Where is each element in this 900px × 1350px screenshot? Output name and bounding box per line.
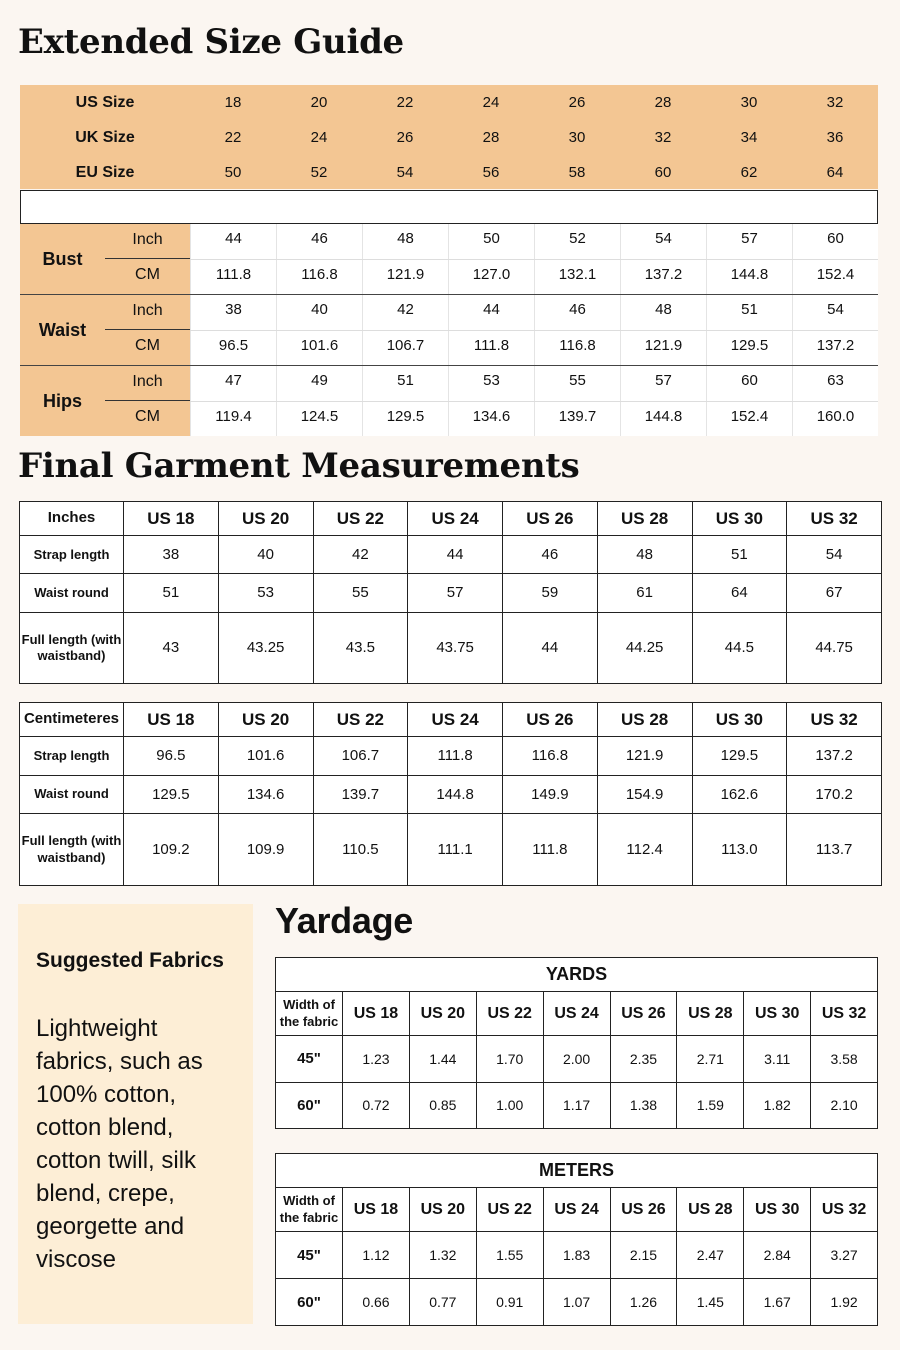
size-cell: 28	[654, 94, 672, 111]
size-cell: 26	[568, 94, 586, 111]
measurement-cell: 42	[362, 295, 448, 330]
yardage-cell: 1.07	[543, 1279, 610, 1326]
measurement-cell: 121.9	[362, 260, 448, 295]
yardage-cell: 1.32	[409, 1232, 476, 1279]
garment-row	[20, 574, 882, 612]
size-row-values	[190, 164, 878, 181]
yardage-cell: 3.27	[811, 1232, 878, 1279]
garment-cell: 112.4	[597, 814, 692, 886]
garment-cell: 54	[787, 536, 882, 574]
measurement-cell: 63	[792, 366, 878, 401]
measurement-cell: 106.7	[362, 331, 448, 366]
size-cell: 58	[568, 164, 586, 181]
meters-caption: METERS	[276, 1154, 878, 1188]
body-measurements	[20, 224, 878, 436]
garment-row-label: Waist round	[20, 775, 124, 814]
measurement-cell: 51	[706, 295, 792, 330]
garment-cell: 44.5	[692, 612, 787, 683]
yardage-meters-table	[275, 1153, 878, 1326]
measurement-cell: 132.1	[534, 260, 620, 295]
yardage-cell: 2.71	[677, 1036, 744, 1083]
garment-cell: 55	[313, 574, 408, 612]
measurement-values	[190, 295, 878, 365]
unit-cm-label: CM	[135, 266, 160, 283]
garment-cell: 113.0	[692, 814, 787, 886]
garment-cell: 46	[503, 536, 598, 574]
size-row-values	[190, 94, 878, 111]
measurement-cell: 152.4	[792, 260, 878, 295]
garment-cell: 61	[597, 574, 692, 612]
unit-inch-label: Inch	[105, 366, 190, 401]
measurement-cm-row	[190, 260, 878, 295]
yardage-cell: 2.00	[543, 1036, 610, 1083]
garment-cell: 53	[218, 574, 313, 612]
size-row-label: US Size	[75, 93, 135, 111]
yardage-row	[276, 1232, 878, 1279]
yardage-cell: 1.55	[476, 1232, 543, 1279]
suggested-fabrics-title: Suggested Fabrics	[36, 949, 224, 972]
measurement-group	[20, 224, 878, 294]
size-header: US 26	[610, 1188, 677, 1232]
yardage-caption-row	[276, 1154, 878, 1188]
garment-cell: 43.5	[313, 612, 408, 683]
measurement-cm-row	[190, 331, 878, 366]
measurement-cell: 60	[706, 366, 792, 401]
yardage-cell: 1.12	[343, 1232, 410, 1279]
garment-row	[20, 536, 882, 574]
garment-cell: 96.5	[124, 737, 219, 776]
yardage-cell: 2.10	[811, 1082, 878, 1129]
yardage-cell: 3.11	[744, 1036, 811, 1083]
yardage-cell: 2.35	[610, 1036, 677, 1083]
size-cell: 64	[826, 164, 844, 181]
size-header: US 28	[597, 502, 692, 536]
suggested-fabrics-panel	[18, 904, 253, 1324]
measurement-cell: 101.6	[276, 331, 362, 366]
size-row-label: EU Size	[75, 163, 135, 181]
measurement-cell: 134.6	[448, 402, 534, 437]
garment-cell: 109.2	[124, 814, 219, 886]
measurement-cell: 121.9	[620, 331, 706, 366]
measurement-cell: 119.4	[190, 402, 276, 437]
yardage-cell: 1.92	[811, 1279, 878, 1326]
size-header: US 24	[408, 703, 503, 737]
size-cell: 24	[310, 129, 328, 146]
yardage-cell: 0.66	[343, 1279, 410, 1326]
size-cell: 32	[654, 129, 672, 146]
garment-cell: 149.9	[503, 775, 598, 814]
yardage-cell: 1.23	[343, 1036, 410, 1083]
size-cell: 52	[310, 164, 328, 181]
measurement-cell: 127.0	[448, 260, 534, 295]
measurement-cell: 54	[792, 295, 878, 330]
size-header: US 18	[124, 703, 219, 737]
size-guide-table	[20, 85, 878, 436]
measurement-cell: 160.0	[792, 402, 878, 437]
garment-cell: 129.5	[692, 737, 787, 776]
unit-cm-label: CM	[135, 337, 160, 354]
size-header: US 30	[692, 703, 787, 737]
yardage-cell: 3.58	[811, 1036, 878, 1083]
yardage-header-row	[276, 1188, 878, 1232]
measurement-cell: 40	[276, 295, 362, 330]
garment-cell: 121.9	[597, 737, 692, 776]
yardage-title: Yardage	[275, 900, 413, 941]
yardage-cell: 1.00	[476, 1082, 543, 1129]
size-cell: 62	[740, 164, 758, 181]
garment-cell: 111.1	[408, 814, 503, 886]
garment-cell: 154.9	[597, 775, 692, 814]
measurement-cell: 129.5	[362, 402, 448, 437]
size-row	[20, 155, 878, 190]
size-header: US 32	[811, 1188, 878, 1232]
garment-row-label: Full length (with waistband)	[20, 814, 124, 886]
size-cell: 28	[482, 129, 500, 146]
size-cell: 54	[396, 164, 414, 181]
garment-cell: 113.7	[787, 814, 882, 886]
size-header: US 28	[677, 1188, 744, 1232]
garment-header-row	[20, 502, 882, 536]
yardage-cell: 1.59	[677, 1082, 744, 1129]
yardage-cell: 1.26	[610, 1279, 677, 1326]
unit-cm-label: CM	[135, 408, 160, 425]
yardage-cell: 1.83	[543, 1232, 610, 1279]
garment-row	[20, 814, 882, 886]
garment-cell: 43	[124, 612, 219, 683]
yardage-header-row	[276, 992, 878, 1036]
garment-cell: 38	[124, 536, 219, 574]
size-header: US 30	[744, 1188, 811, 1232]
size-header: US 24	[408, 502, 503, 536]
measurement-cell: 116.8	[534, 331, 620, 366]
measurement-cell: 46	[534, 295, 620, 330]
size-header: US 30	[692, 502, 787, 536]
garment-cell: 106.7	[313, 737, 408, 776]
size-conversion-header	[20, 85, 878, 189]
size-cell: 24	[482, 94, 500, 111]
garment-row	[20, 775, 882, 814]
measurement-cell: 44	[190, 224, 276, 259]
size-cell: 22	[224, 129, 242, 146]
measurement-cell: 55	[534, 366, 620, 401]
size-cell: 30	[740, 94, 758, 111]
measurement-cell: 53	[448, 366, 534, 401]
garment-cell: 44.25	[597, 612, 692, 683]
fabric-width-header: Width of the fabric	[276, 992, 343, 1036]
garment-cell: 111.8	[408, 737, 503, 776]
garment-cell: 129.5	[124, 775, 219, 814]
size-cell: 50	[224, 164, 242, 181]
measurement-cell: 47	[190, 366, 276, 401]
yardage-cell: 0.91	[476, 1279, 543, 1326]
measurement-cell: 49	[276, 366, 362, 401]
measurement-cell: 54	[620, 224, 706, 259]
garment-cell: 144.8	[408, 775, 503, 814]
measurement-cell: 44	[448, 295, 534, 330]
size-cell: 30	[568, 129, 586, 146]
garment-cell: 116.8	[503, 737, 598, 776]
garment-cell: 64	[692, 574, 787, 612]
measurement-cell: 144.8	[706, 260, 792, 295]
size-header: US 24	[543, 1188, 610, 1232]
measurement-name: Waist	[20, 295, 105, 365]
measurement-units	[105, 366, 190, 436]
yardage-cell: 1.67	[744, 1279, 811, 1326]
suggested-fabrics-text: Lightweight fabrics, such as 100% cotton, cotton blend, cotton twill, silk blend, crepe, georgette and viscose	[36, 1015, 203, 1273]
measurement-cell: 96.5	[190, 331, 276, 366]
garment-cell: 44	[503, 612, 598, 683]
measurement-units	[105, 224, 190, 294]
measurement-cell: 137.2	[792, 331, 878, 366]
garment-cell: 44	[408, 536, 503, 574]
yardage-row	[276, 1036, 878, 1083]
garment-cell: 43.25	[218, 612, 313, 683]
size-cell: 56	[482, 164, 500, 181]
size-guide-divider	[20, 190, 878, 224]
measurement-cell: 57	[620, 366, 706, 401]
size-header: US 32	[787, 703, 882, 737]
measurement-cell: 139.7	[534, 402, 620, 437]
yardage-cell: 1.70	[476, 1036, 543, 1083]
yardage-cell: 2.15	[610, 1232, 677, 1279]
measurement-values	[190, 224, 878, 294]
yardage-cell: 1.38	[610, 1082, 677, 1129]
size-header: US 24	[543, 992, 610, 1036]
garment-cell: 170.2	[787, 775, 882, 814]
size-header: US 20	[218, 703, 313, 737]
yardage-yards-table	[275, 957, 878, 1129]
garment-cell: 44.75	[787, 612, 882, 683]
measurement-cell: 50	[448, 224, 534, 259]
size-header: US 28	[597, 703, 692, 737]
measurement-name: Bust	[20, 224, 105, 294]
size-header: US 26	[503, 502, 598, 536]
measurement-cell: 111.8	[448, 331, 534, 366]
size-header: US 28	[677, 992, 744, 1036]
size-header: US 32	[787, 502, 882, 536]
garment-row-label: Strap length	[20, 737, 124, 776]
measurement-cell: 46	[276, 224, 362, 259]
size-guide-title: Extended Size Guide	[18, 22, 404, 62]
yardage-cell: 0.72	[343, 1082, 410, 1129]
garment-row-label: Full length (with waistband)	[20, 612, 124, 683]
garment-inches-table	[19, 501, 882, 684]
garment-cm-table	[19, 702, 882, 886]
size-header: US 22	[313, 703, 408, 737]
size-header: US 20	[409, 1188, 476, 1232]
yardage-cell: 1.44	[409, 1036, 476, 1083]
size-row-label: UK Size	[75, 128, 135, 146]
size-row	[20, 85, 878, 120]
garment-cell: 51	[692, 536, 787, 574]
measurement-cell: 144.8	[620, 402, 706, 437]
garment-cell: 43.75	[408, 612, 503, 683]
garment-cell: 111.8	[503, 814, 598, 886]
yardage-cell: 1.82	[744, 1082, 811, 1129]
garment-cell: 59	[503, 574, 598, 612]
size-header: US 30	[744, 992, 811, 1036]
size-header: US 20	[218, 502, 313, 536]
garment-title: Final Garment Measurements	[18, 446, 580, 486]
size-row	[20, 120, 878, 155]
measurement-cell: 51	[362, 366, 448, 401]
yardage-cell: 0.85	[409, 1082, 476, 1129]
size-cell: 60	[654, 164, 672, 181]
fabric-width-label: 45"	[276, 1232, 343, 1279]
unit-inch-label: Inch	[105, 295, 190, 330]
measurement-group	[20, 365, 878, 436]
yardage-caption-row	[276, 958, 878, 992]
fabric-width-label: 60"	[276, 1082, 343, 1129]
measurement-cell: 48	[362, 224, 448, 259]
measurement-cm-row	[190, 402, 878, 437]
measurement-cell: 38	[190, 295, 276, 330]
size-header: US 22	[313, 502, 408, 536]
measurement-name: Hips	[20, 366, 105, 436]
measurement-cell: 137.2	[620, 260, 706, 295]
yardage-row	[276, 1082, 878, 1129]
yardage-cell: 2.47	[677, 1232, 744, 1279]
garment-cell: 101.6	[218, 737, 313, 776]
garment-header-row	[20, 703, 882, 737]
garment-cell: 134.6	[218, 775, 313, 814]
measurement-group	[20, 294, 878, 365]
garment-cell: 162.6	[692, 775, 787, 814]
measurement-inch-row	[190, 224, 878, 260]
size-header: US 22	[476, 1188, 543, 1232]
measurement-inch-row	[190, 366, 878, 402]
measurement-cell: 129.5	[706, 331, 792, 366]
measurement-cell: 57	[706, 224, 792, 259]
size-header: US 18	[343, 1188, 410, 1232]
measurement-cell: 111.8	[190, 260, 276, 295]
measurement-values	[190, 366, 878, 436]
measurement-cell: 52	[534, 224, 620, 259]
measurement-cell: 60	[792, 224, 878, 259]
garment-cell: 51	[124, 574, 219, 612]
garment-cell: 139.7	[313, 775, 408, 814]
garment-cell: 110.5	[313, 814, 408, 886]
yards-caption: YARDS	[276, 958, 878, 992]
size-header: US 20	[409, 992, 476, 1036]
size-cell: 36	[826, 129, 844, 146]
garment-row-label: Strap length	[20, 536, 124, 574]
yardage-cell: 0.77	[409, 1279, 476, 1326]
size-header: US 26	[610, 992, 677, 1036]
garment-row	[20, 612, 882, 683]
size-row-values	[190, 129, 878, 146]
size-header: US 18	[124, 502, 219, 536]
measurement-inch-row	[190, 295, 878, 331]
measurement-cell: 116.8	[276, 260, 362, 295]
fabric-width-label: 45"	[276, 1036, 343, 1083]
garment-cell: 109.9	[218, 814, 313, 886]
size-cell: 20	[310, 94, 328, 111]
garment-cell: 137.2	[787, 737, 882, 776]
yardage-cell: 1.45	[677, 1279, 744, 1326]
garment-row	[20, 737, 882, 776]
garment-cell: 40	[218, 536, 313, 574]
unit-header: Inches	[20, 502, 124, 536]
yardage-cell: 2.84	[744, 1232, 811, 1279]
fabric-width-header: Width of the fabric	[276, 1188, 343, 1232]
size-cell: 34	[740, 129, 758, 146]
garment-cell: 48	[597, 536, 692, 574]
size-cell: 22	[396, 94, 414, 111]
fabric-width-label: 60"	[276, 1279, 343, 1326]
unit-header: Centimeteres	[20, 703, 124, 737]
measurement-cell: 48	[620, 295, 706, 330]
size-cell: 18	[224, 94, 242, 111]
measurement-units	[105, 295, 190, 365]
size-cell: 32	[826, 94, 844, 111]
size-header: US 26	[503, 703, 598, 737]
unit-inch-label: Inch	[105, 224, 190, 259]
measurement-cell: 152.4	[706, 402, 792, 437]
size-header: US 18	[343, 992, 410, 1036]
size-header: US 22	[476, 992, 543, 1036]
garment-row-label: Waist round	[20, 574, 124, 612]
garment-cell: 57	[408, 574, 503, 612]
size-cell: 26	[396, 129, 414, 146]
garment-cell: 42	[313, 536, 408, 574]
yardage-row	[276, 1279, 878, 1326]
size-header: US 32	[811, 992, 878, 1036]
garment-cell: 67	[787, 574, 882, 612]
measurement-cell: 124.5	[276, 402, 362, 437]
yardage-cell: 1.17	[543, 1082, 610, 1129]
